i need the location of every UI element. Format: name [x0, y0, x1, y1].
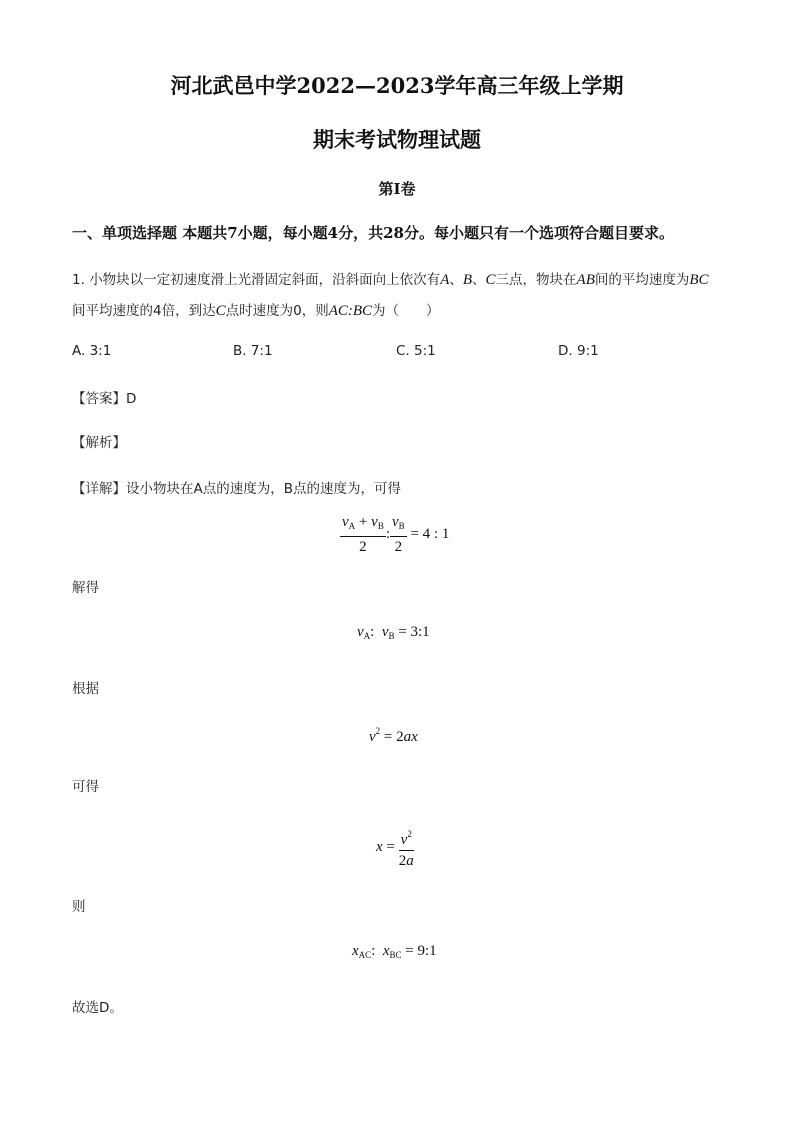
then-label: 则: [72, 899, 86, 915]
question-number: 1.: [72, 272, 85, 288]
answer-value: D: [126, 391, 137, 407]
conclusion: 故选D。: [72, 1000, 123, 1016]
equation-1: $\frac{v_A + v_B}{2}$ : $\frac{v_B}{2}$ = 4 : 1: [342, 514, 450, 555]
question-line-1: 1. 小物块以一定初速度滑上光滑固定斜面，沿斜面向上依次有A、B、C三点，物块在AB间的平均速度为BC: [72, 272, 709, 288]
option-c: C. 5:1: [396, 343, 436, 359]
answer-label: 【答案】: [72, 391, 126, 407]
option-a: A. 3:1: [72, 343, 112, 359]
equation-5: $x_{AC}$: $x_{BC}$ = 9:1: [352, 943, 437, 960]
equation-4: x = $\frac{v^2}{2a}$: [376, 825, 414, 870]
exam-title: 河北武邑中学2022—2023学年高三年级上学期: [170, 73, 624, 98]
option-d: D. 9:1: [558, 343, 599, 359]
analysis-label: 【解析】: [72, 435, 126, 451]
equation-2: $v_A$: $v_B$ = 3:1: [357, 624, 430, 641]
detail-line: [72, 477, 401, 497]
question-line-2: 间平均速度的4倍，到达C点时速度为0，则AC:BC为（ ）: [72, 303, 440, 319]
eq4-fraction: $\frac{v^2}{2a}$: [399, 825, 414, 870]
eq1-fraction-1: $\frac{v_A + v_B}{2}$: [342, 514, 384, 555]
equation-3: $v^2 = 2ax$: [369, 726, 418, 745]
answer-line: [72, 387, 136, 407]
volume-label: 第I卷: [378, 180, 416, 198]
basis-label: 根据: [72, 681, 99, 697]
exam-subtitle: 期末考试物理试题: [313, 127, 481, 152]
detail-label: 【详解】: [72, 481, 126, 497]
solve-label: 解得: [72, 580, 99, 596]
option-b: B. 7:1: [233, 343, 273, 359]
detail-text: 设小物块在A点的速度为，B点的速度为，可得: [126, 481, 401, 497]
section-heading: 一、单项选择题 本题共7小题，每小题4分，共28分。每小题只有一个选项符合题目要求。: [72, 224, 674, 242]
eq1-fraction-2: $\frac{v_B}{2}$: [392, 514, 405, 555]
obtain-label: 可得: [72, 779, 99, 795]
